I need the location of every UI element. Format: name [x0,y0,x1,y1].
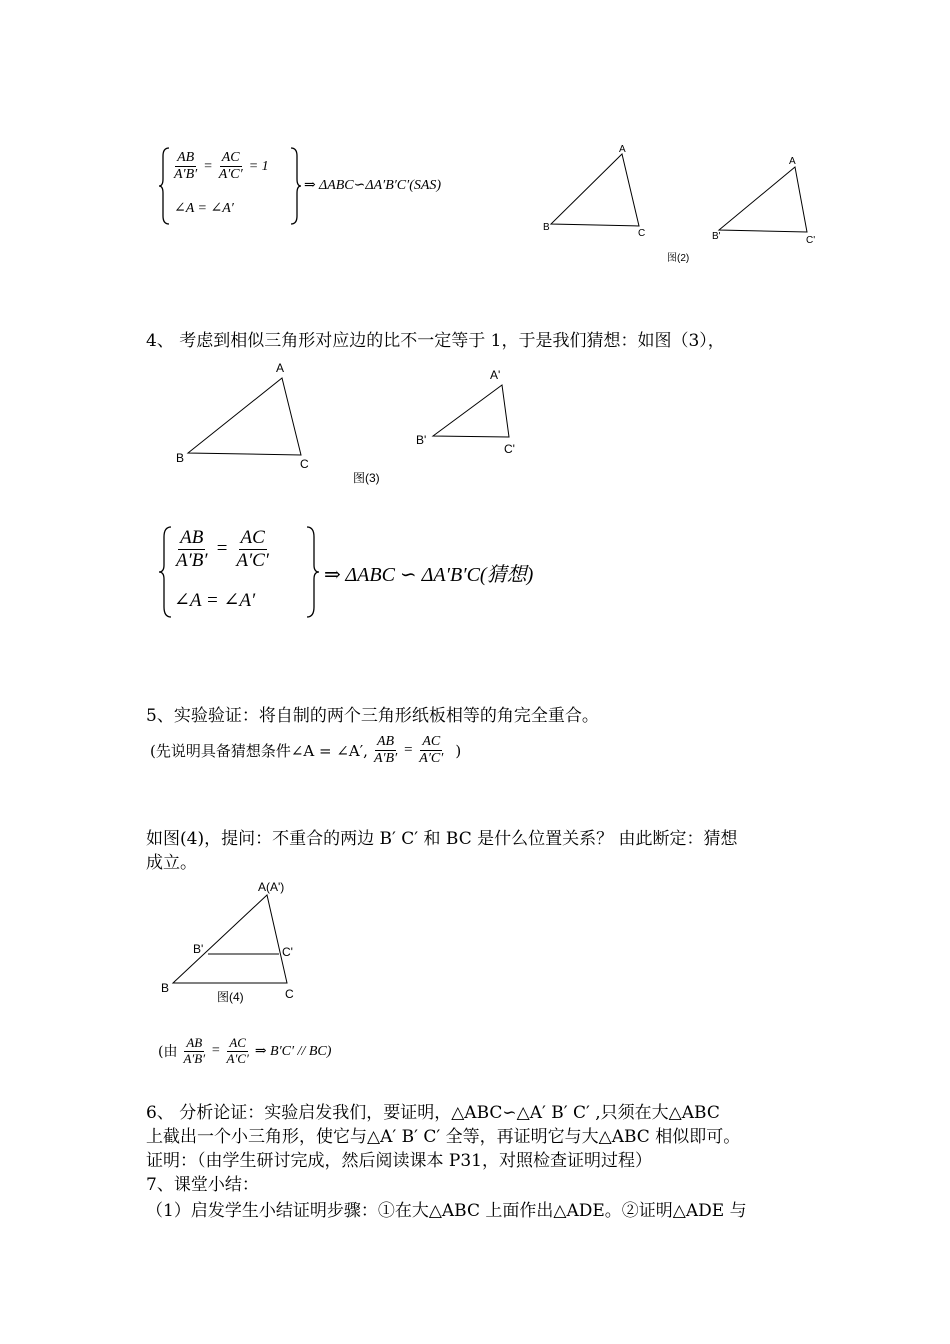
figure-3 [170,360,530,490]
svg-text:图(3): 图(3) [353,471,380,485]
item-6-line-3: 证明：（由学生研讨完成，然后阅读课本 P31，对照检查证明过程） [146,1151,652,1171]
svg-text:C': C' [806,235,816,246]
sas-conclusion: ⇒ ΔABC∽ΔA′B′C′(SAS) [304,178,442,193]
right-brace-icon [306,525,320,620]
svg-text:B': B' [712,231,721,242]
item-7-step: （1）启发学生小结证明步骤：①在大△ABC 上面作出△ADE。②证明△ADE 与 [146,1201,747,1221]
formula-condition: (先说明具备猜想条件∠A = ∠A′, $\frac{AB}{A'B'}$ = $\frac{AC}{A'C'}$ ) [150,734,462,767]
item-4-text: 4、 考虑到相似三角形对应边的比不一定等于 1，于是我们猜想：如图（3）， [146,331,725,351]
angle-condition: ∠A = ∠A′ [174,590,256,611]
formula-sas: $\frac{AB}{A'B'}$ = $\frac{AC}{A'C'}$ = 1 ∠A = ∠A′ ⇒ ΔABC∽ΔA′B′C′(SAS) [158,146,518,226]
formula-conjecture: $\frac{AB}{A'B'}$ = $\frac{AC}{A'C'}$ ∠A = ∠A′ ⇒ ΔABC ∽ ΔA′B′C(猜想) [158,525,618,620]
figure-4 [155,875,325,1010]
item-6-line-1: 6、 分析论证：实验启发我们，要证明，△ABC∽△A′ B′ C′ ,只须在大△ABC [146,1103,720,1123]
svg-text:A: A [789,156,796,167]
svg-text:C: C [300,457,309,471]
figure-2 [535,140,835,268]
svg-text:B: B [161,981,170,995]
svg-text:B: B [543,222,550,233]
svg-text:A': A' [490,368,501,382]
formula-parallel: (由 $\frac{AB}{A'B'}$ = $\frac{AC}{A'C'}$ ⇒ B′C′ // BC) [158,1035,332,1066]
svg-text:B: B [176,451,185,465]
item-6-line-2: 上截出一个小三角形，使它与△A′ B′ C′ 全等，再证明它与大△ABC 相似即可。 [146,1127,741,1147]
svg-text:A: A [619,144,626,155]
svg-text:A: A [276,361,285,375]
angle-condition: ∠A = ∠A′ [174,201,234,216]
svg-text:A(A'): A(A') [258,880,285,894]
svg-text:图(2): 图(2) [667,253,690,264]
left-brace-icon [158,525,174,620]
right-brace-icon [290,146,302,226]
svg-text:C': C' [504,442,515,456]
svg-text:B': B' [193,942,204,956]
item-5-text: 5、实验验证：将自制的两个三角形纸板相等的角完全重合。 [146,706,599,726]
svg-text:C': C' [282,945,293,959]
svg-text:C: C [285,987,294,1001]
svg-text:图(4): 图(4) [217,990,244,1004]
figure-4-conclusion: 成立。 [146,853,197,873]
conjecture-conclusion: ⇒ ΔABC ∽ ΔA′B′C(猜想) [324,564,534,586]
svg-text:C: C [638,228,646,239]
figure-4-question: 如图(4)，提问：不重合的两边 B′ C′ 和 BC 是什么位置关系？ 由此断定：猜想 [146,829,738,849]
left-brace-icon [158,146,172,226]
svg-text:B': B' [416,433,427,447]
item-7-heading: 7、课堂小结： [146,1175,259,1195]
